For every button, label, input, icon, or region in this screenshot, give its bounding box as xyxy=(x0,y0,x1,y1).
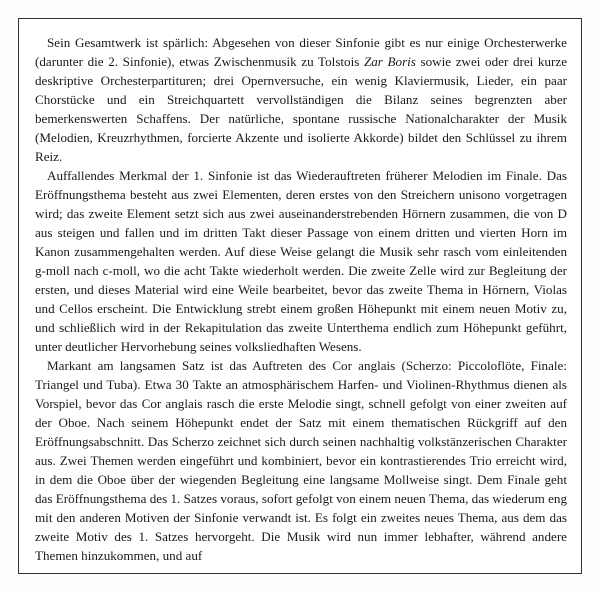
text-body xyxy=(35,33,567,565)
paragraph-2: Auffallendes Merkmal der 1. Sinfonie ist das Wiederauftreten früherer Melodien im Finale. Das Eröffnungsthema besteht aus zwei Elementen, deren erstes von den Streichern unisono vorgetragen wird; das zweite Element setzt sich aus zwei auseinanderstrebenden Hörnern zusammen, die von D aus steigen und fallen und im dritten Takt dieser Passage von einem dritten und vierten Horn im Kanon zusammengehalten werden. Auf diese Weise gelangt die Musik sehr rasch vom einleitenden g-moll nach c-moll, wo die acht Takte wiederholt werden. Die zweite Zelle wird zur Begleitung der ersten, und dieses Material wird eine Weile bearbeitet, bevor das zweite Thema in Hörnern, Violas und Cellos erscheint. Die Entwicklung strebt einem großen Höhepunkt mit einem neuen Motiv zu, und schließlich wird in der Rekapitulation das zweite Unterthema endlich zum Höhepunkt geführt, unter deutlicher Hervorhebung seines volksliedhaften Wesens. xyxy=(35,168,567,354)
paragraph-1 xyxy=(35,33,567,166)
paragraph-1-part-1: Sein Gesamtwerk ist spärlich: Abgesehen von dieser Sinfonie gibt es nur einige Orchesterwerke (darunter die 2. Sinfonie), etwas Zwischenmusik zu Tolstois xyxy=(35,35,567,69)
work-title-zar-boris: Zar Boris xyxy=(363,54,416,69)
text-frame xyxy=(18,18,582,574)
paragraph-3: Markant am langsamen Satz ist das Auftreten des Cor anglais (Scherzo: Piccoloflöte, Finale: Triangel und Tuba). Etwa 30 Takte an atmosphärischem Harfen- und Violinen-Rhythmus dienen als Vorspiel, bevor das Cor anglais rasch die erste Melodie singt, schnell gefolgt von einer zweiten auf der Oboe. Nach seinem Höhepunkt endet der Satz mit einem thematischen Rückgriff auf den Eröffnungsabschnitt. Das Scherzo zeichnet sich durch seinen nachhaltig volkstänzerischen Charakter aus. Zwei Themen werden eingeführt und kombiniert, bevor ein kontrastierendes Trio erreicht wird, in dem die Oboe über der wiegenden Begleitung eine langsame Mollweise singt. Dem Finale geht das Eröffnungsthema des 1. Satzes voraus, sofort gefolgt von einem neuen Thema, das wiederum eng mit den anderen Motiven der Sinfonie verwandt ist. Es folgt ein zweites neues Thema, aus dem das zweite Motiv des 1. Satzes hervorgeht. Die Musik wird nun immer lebhafter, während andere Themen hinzukommen, und auf xyxy=(35,358,567,563)
paragraph-1-part-3: sowie zwei oder drei kurze deskriptive Orchesterpartituren; drei Opernversuche, ein wenig Klaviermusik, Lieder, ein paar Chorstücke und ein Streichquartett vervollständigen die Bilanz seines begrenzten aber bemerkenswerten Schaffens. Der natürliche, spontane russische Nationalcharakter der Musik (Melodien, Kreuzrhythmen, forcierte Akzente und isolierte Akkorde) bildet den Schlüssel zu ihrem Reiz. xyxy=(35,54,568,164)
